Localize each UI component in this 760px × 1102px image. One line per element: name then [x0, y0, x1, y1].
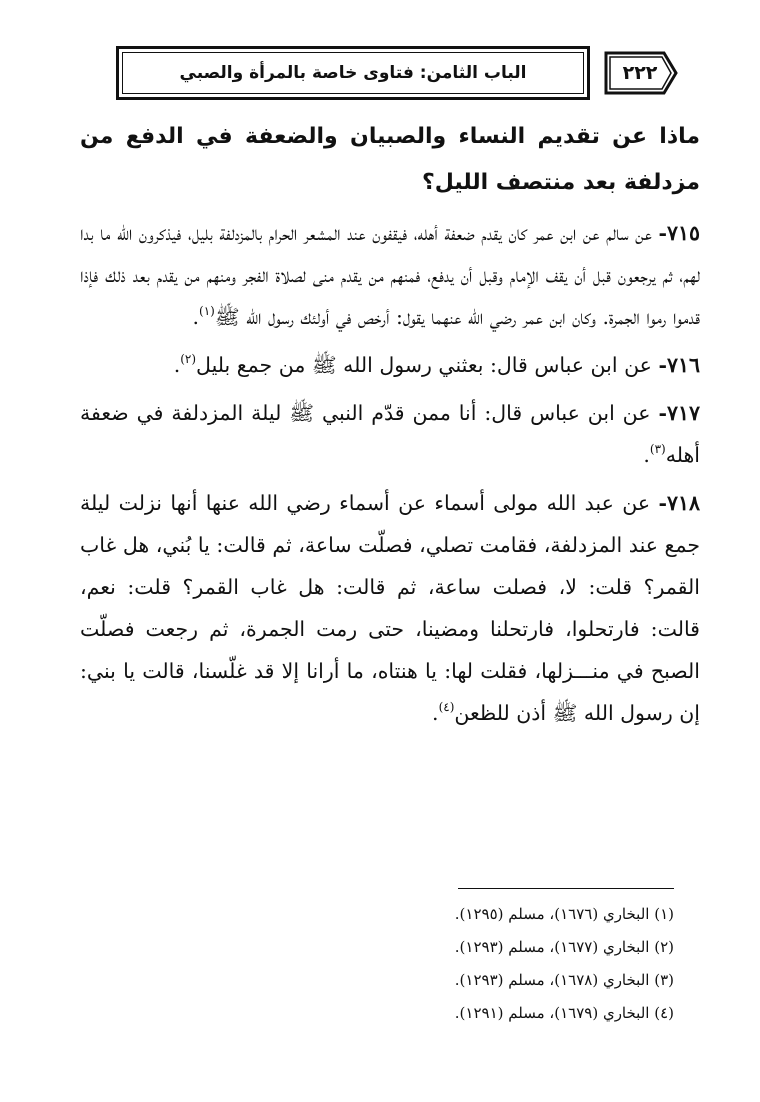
hadith-text: عن سالم عن ابن عمر كان يقدم ضعفة أهله، فيقفون عند المشعر الحرام بالمزدلفة بليل، فيذكرون الله ما بدا لهم، ثم يرجعون قبل أن يقف الإمام وقبل أن يدفع، فمنهم من يقدم منى لصلاة الفجر ومنهم من يقدم بعد ذلك فإذا قدموا رموا الجمرة. وكان ابن عمر رضي الله عنهما يقول: أرخص في أولئك رسول الله ﷺ — [80, 221, 700, 329]
hadith-number: ٧١٦- — [658, 353, 700, 377]
chapter-title: الباب الثامن: فتاوى خاصة بالمرأة والصبي — [179, 63, 527, 83]
hadith-text: عن ابن عباس قال: أنا ممن قدّم النبي ﷺ ليلة المزدلفة في ضعفة أهله — [80, 401, 700, 467]
footnote-4: (٤) البخاري (١٦٧٩)، مسلم (١٢٩١). — [454, 1004, 674, 1022]
hadith-number: ٧١٥- — [658, 221, 700, 245]
page-number-badge — [602, 49, 678, 97]
hadith-716 — [80, 344, 700, 386]
footnote-3: (٣) البخاري (١٦٧٨)، مسلم (١٢٩٣). — [454, 971, 674, 989]
footnotes — [80, 898, 674, 1030]
hadith-end: . — [643, 443, 650, 467]
hadith-718 — [80, 482, 700, 734]
question-heading: ماذا عن تقديم النساء والصبيان والضعفة في الدفع من مزدلفة بعد منتصف الليل؟ — [80, 124, 700, 195]
hadith-717 — [80, 392, 700, 476]
footnote-ref: (٤) — [438, 700, 455, 714]
footnote-1: (١) البخاري (١٦٧٦)، مسلم (١٢٩٥). — [454, 905, 674, 923]
hadith-end: . — [192, 305, 200, 329]
hadith-text: عن عبد الله مولى أسماء عن أسماء رضي الله عنها أنها نزلت ليلة جمع عند المزدلفة، فقامت تصلي، فصلّت ساعة، ثم قالت: يا بُني، هل غاب القمر؟ قلت: لا، فصلت ساعة، ثم قالت: هل غاب القمر؟ قلت: نعم، قالت: فارتحلوا، فارتحلنا ومضينا، حتى رمت الجمرة، ثم رجعت فصلّت الصبح في منـــزلها، فقلت لها: يا هنتاه، ما أرانا إلا قد غلّسنا، قالت يا بني: إن رسول الله ﷺ أذن للظعن — [80, 491, 700, 725]
hadith-number: ٧١٧- — [658, 401, 700, 425]
page-header — [116, 46, 676, 100]
page-number: ٢٢٢ — [622, 62, 658, 84]
footnote-ref: (٣) — [649, 442, 666, 456]
hadith-end: . — [432, 701, 439, 725]
footnote-2: (٢) البخاري (١٦٧٧)، مسلم (١٢٩٣). — [454, 938, 674, 956]
footnote-ref: (١) — [199, 304, 215, 318]
page-body — [80, 114, 700, 740]
footnote-ref: (٢) — [180, 352, 197, 366]
hadith-end: . — [173, 353, 181, 377]
hadith-number: ٧١٨- — [658, 491, 700, 515]
footnote-divider — [458, 888, 674, 889]
hadith-715 — [80, 212, 700, 338]
hadith-text: عن ابن عباس قال: بعثني رسول الله ﷺ من جمع بليل — [196, 353, 659, 377]
